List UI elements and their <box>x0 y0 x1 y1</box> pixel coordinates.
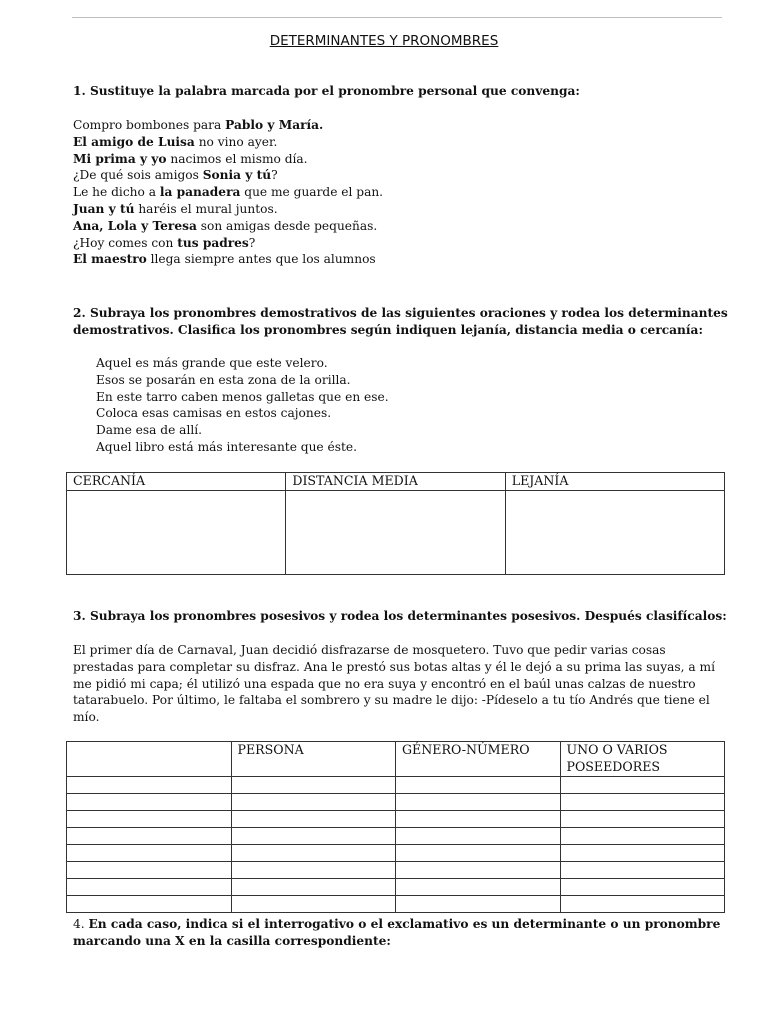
table-cell[interactable] <box>560 896 725 913</box>
table-cell[interactable] <box>67 896 232 913</box>
sentence-text: que me guarde el pan. <box>240 185 384 200</box>
table-cell[interactable] <box>396 845 561 862</box>
table-cell[interactable] <box>560 777 725 794</box>
ex2-sentence: Dame esa de allí. <box>96 423 203 438</box>
table-cell[interactable] <box>560 862 725 879</box>
sentence-marked-word: Juan y tú <box>73 201 135 216</box>
table-cell[interactable] <box>231 794 396 811</box>
table-cell[interactable] <box>396 811 561 828</box>
sentence-marked-word: Sonia y tú <box>202 168 272 183</box>
ex1-sentences <box>73 117 733 268</box>
ex1-sentence <box>73 218 733 235</box>
ex1-sentence <box>73 167 733 184</box>
sentence-text: nacimos el mismo día. <box>166 151 308 166</box>
sentence-text: Compro bombones para <box>73 118 226 132</box>
sentence-marked-word: tus padres <box>177 235 249 250</box>
table-cell[interactable] <box>396 794 561 811</box>
header-lejania: LEJANÍA <box>505 473 724 491</box>
sentence-text: haréis el mural juntos. <box>134 201 278 216</box>
sentence-marked-word: Pablo y María. <box>225 118 324 132</box>
ex1-sentence <box>73 235 733 252</box>
table-cell[interactable] <box>560 794 725 811</box>
cell-cercania[interactable] <box>67 490 286 574</box>
sentence-marked-word: El amigo de Luisa <box>73 134 195 149</box>
sentence-marked-word: la panadera <box>159 185 241 200</box>
cell-lejania[interactable] <box>505 490 724 574</box>
table-cell[interactable] <box>67 845 232 862</box>
sentence-text: llega siempre antes que los alumnos <box>146 252 376 267</box>
table-cell[interactable] <box>231 862 396 879</box>
ex4-number: 4. <box>73 917 85 931</box>
header-distancia-media: DISTANCIA MEDIA <box>286 473 505 491</box>
ex1-sentence <box>73 251 733 268</box>
table-cell[interactable] <box>67 879 232 896</box>
sentence-text: no vino ayer. <box>194 134 278 149</box>
table-cell[interactable] <box>67 777 232 794</box>
table-row <box>67 879 725 896</box>
table-row <box>67 811 725 828</box>
ex2-sentence: En este tarro caben menos galletas que en ese. <box>96 389 389 404</box>
demonstratives-table <box>66 472 725 575</box>
table-row <box>67 896 725 913</box>
table-cell[interactable] <box>231 828 396 845</box>
table-row <box>67 794 725 811</box>
header-poseedores: UNO O VARIOS POSEEDORES <box>560 742 725 777</box>
table-cell[interactable] <box>560 828 725 845</box>
sentence-text: ? <box>248 235 256 250</box>
header-cercania: CERCANÍA <box>67 473 286 491</box>
table-cell[interactable] <box>396 777 561 794</box>
ex1-question: 1. Sustituye la palabra marcada por el pronombre personal que convenga: <box>73 84 580 98</box>
table-cell[interactable] <box>396 862 561 879</box>
table-cell[interactable] <box>560 845 725 862</box>
table-cell[interactable] <box>67 862 232 879</box>
table-row <box>67 862 725 879</box>
table-cell[interactable] <box>231 845 396 862</box>
header-genero-numero: GÉNERO-NÚMERO <box>396 742 561 777</box>
sentence-text: ? <box>271 168 278 183</box>
table-cell[interactable] <box>67 811 232 828</box>
table-cell[interactable] <box>231 896 396 913</box>
ex3-paragraph: El primer día de Carnaval, Juan decidió disfrazarse de mosquetero. Tuvo que pedir varias cosas prestadas para completar su disfraz. Ana le prestó sus botas altas y él le dejó a su prima las suyas, a mí me pidió mi capa; él utilizó una espada que no era suya y encontró en el baúl unas calzas de nuestro tatarabuelo. Por último, le faltaba el sombrero y su madre le dijo: -Pídeselo a tu tío Andrés que tiene el mío. <box>73 643 716 725</box>
table-cell[interactable] <box>396 896 561 913</box>
sentence-marked-word: Mi prima y yo <box>73 151 167 166</box>
table-cell[interactable] <box>560 811 725 828</box>
page-title: DETERMINANTES Y PRONOMBRES <box>269 33 499 49</box>
header-empty <box>67 742 232 777</box>
possessives-table <box>66 741 725 913</box>
table-row <box>67 777 725 794</box>
sentence-marked-word: El maestro <box>73 252 147 267</box>
ex1-sentence <box>73 151 733 168</box>
table-cell[interactable] <box>396 879 561 896</box>
table-cell[interactable] <box>560 879 725 896</box>
cell-distancia-media[interactable] <box>286 490 505 574</box>
ex2-question: 2. Subraya los pronombres demostrativos de las siguientes oraciones y rodea los determinantes demostrativos. Clasifica los pronombres según indiquen lejanía, distancia media o cercanía: <box>73 306 728 337</box>
table-cell[interactable] <box>231 811 396 828</box>
table-row <box>67 845 725 862</box>
ex2-sentences <box>96 355 756 456</box>
table-cell[interactable] <box>231 777 396 794</box>
sentence-text: son amigas desde pequeñas. <box>196 218 378 233</box>
ex2-sentence: Esos se posarán en esta zona de la orilla. <box>96 372 351 387</box>
header-persona: PERSONA <box>231 742 396 777</box>
top-rule <box>72 17 722 18</box>
ex1-sentence <box>73 134 733 151</box>
table-cell[interactable] <box>396 828 561 845</box>
ex1-sentence <box>73 117 733 134</box>
ex2-sentence: Aquel libro está más interesante que éste. <box>96 439 357 454</box>
ex3-question: 3. Subraya los pronombres posesivos y rodea los determinantes posesivos. Después clasifícalos: <box>73 609 727 623</box>
ex1-sentence <box>73 184 733 201</box>
sentence-text: ¿Hoy comes con <box>73 235 178 250</box>
ex2-sentence: Aquel es más grande que este velero. <box>96 356 328 370</box>
sentence-marked-word: Ana, Lola y Teresa <box>73 218 197 233</box>
table-cell[interactable] <box>67 828 232 845</box>
table-cell[interactable] <box>67 794 232 811</box>
ex1-sentence <box>73 201 733 218</box>
table-row <box>67 828 725 845</box>
ex4-question: En cada caso, indica si el interrogativo o el exclamativo es un determinante o un pronombre marcando una X en la casilla correspondiente: <box>73 917 721 948</box>
ex4-block <box>73 916 733 950</box>
table-cell[interactable] <box>231 879 396 896</box>
sentence-text: ¿De qué sois amigos <box>73 168 203 183</box>
sentence-text: Le he dicho a <box>73 185 160 200</box>
ex2-sentence: Coloca esas camisas en estos cajones. <box>96 406 332 421</box>
